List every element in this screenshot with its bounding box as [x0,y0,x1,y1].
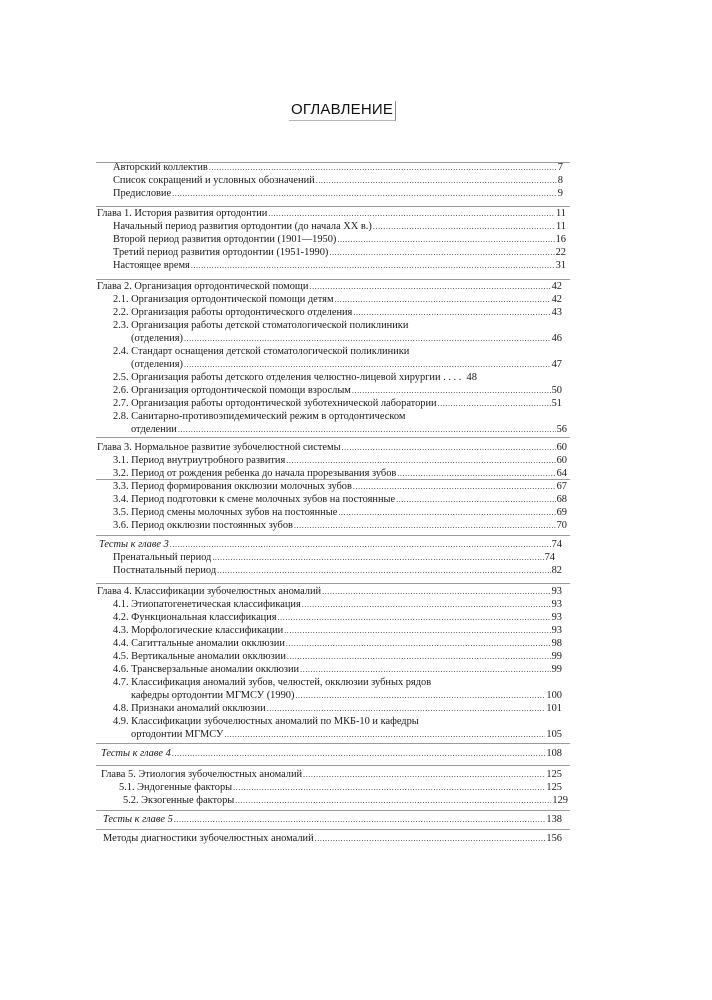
separator-line [96,829,570,830]
entry-title: 5.2. Экзогенные факторы [123,795,235,806]
toc-entry-1-3[interactable] [113,246,566,259]
entry-page: 125 [546,769,562,780]
toc-entry-2-7[interactable] [113,397,562,410]
toc-chapter-3[interactable] [97,441,567,454]
toc-entry-2-8[interactable] [131,423,567,436]
page-title: ОГЛАВЛЕНИЕ [289,101,396,121]
entry-title: 2.2. Организация работы ортодонтического отделения [113,307,353,318]
entry-page: 16 [555,234,566,245]
dot-leader [212,551,543,564]
dot-leader [294,519,556,532]
entry-page: 56 [556,424,567,435]
toc-entry-3-6[interactable] [113,519,567,532]
entry-page: 93 [551,599,562,610]
dot-leader [335,293,551,306]
dot-leader [373,220,555,233]
entry-title: Список сокращений и условных обозначений [113,175,315,186]
entry-page: 47 [551,359,562,370]
entry-title: 2.5. Организация работы детского отделения челюстно-лицевой хирургии . . . . [113,372,462,383]
entry-page: 48 [466,372,477,383]
dot-leader [224,728,545,741]
dot-leader [342,441,556,454]
entry-title: 3.1. Период внутриутробного развития [113,455,286,466]
entry-title: Тесты к главе 3 [99,539,169,550]
toc-entry-abbreviations[interactable] [113,174,563,187]
entry-page: 8 [557,175,563,186]
dot-leader [303,768,545,781]
toc-tests-5[interactable] [103,813,562,826]
toc-entry-4-1[interactable] [113,598,562,611]
toc-entry-1-1[interactable] [113,220,566,233]
entry-title: Второй период развития ортодонтии (1901—1950) [113,234,337,245]
toc-entry-2-4-line1[interactable]: 2.4. Стандарт оснащения детской стоматологической поликлиники [113,346,410,357]
toc-entry-2-4[interactable] [131,358,562,371]
dot-leader [209,161,557,174]
entry-title: 4.3. Морфологические классификации [113,625,284,636]
toc-methods[interactable] [103,832,562,845]
dot-leader [278,611,551,624]
toc-entry-2-1[interactable] [113,293,562,306]
entry-title: 5.1. Эндогенные факторы [119,782,233,793]
entry-page: 125 [546,782,562,793]
toc-entry-2-8-line1[interactable]: 2.8. Санитарно-противоэпидемический режим в ортодонтическом [113,411,406,422]
toc-entry-1-2[interactable] [113,233,566,246]
dot-leader [337,233,554,246]
toc-entry-2-3[interactable] [131,332,562,345]
entry-page: 64 [556,468,567,479]
entry-page: 22 [555,247,566,258]
entry-page: 156 [546,833,562,844]
separator-line [96,583,570,584]
entry-page: 69 [556,507,567,518]
toc-entry-4-8[interactable] [113,702,562,715]
toc-entry-4-4[interactable] [113,637,562,650]
toc-entry-2-5[interactable] [113,371,477,384]
dot-leader [235,794,551,807]
toc-tests-3[interactable] [99,538,562,551]
dot-leader [396,493,556,506]
entry-title: ортодонтии МГМСУ [131,729,224,740]
entry-page: 82 [551,565,562,576]
toc-entry-postnatal[interactable] [113,564,562,577]
dot-leader [268,207,555,220]
dot-leader [174,813,546,826]
entry-title: Начальный период развития ортодонтии (до начала XX в.) [113,221,372,232]
entry-title: 3.6. Период окклюзии постоянных зубов [113,520,293,531]
toc-entry-4-7-line1[interactable]: 4.7. Классификация аномалий зубов, челюстей, окклюзии зубных рядов [113,677,432,688]
dot-leader [338,506,555,519]
entry-page: 74 [544,552,555,563]
toc-chapter-5[interactable] [101,768,562,781]
entry-page: 99 [551,651,562,662]
dot-leader [353,306,550,319]
toc-entry-4-9-line1[interactable]: 4.9. Классификации зубочелюстных аномалий по МКБ-10 и кафедры [113,716,419,727]
entry-page: 70 [556,520,567,531]
toc-chapter-1[interactable] [97,207,566,220]
toc-entry-3-5[interactable] [113,506,567,519]
entry-page: 138 [546,814,562,825]
separator-line [96,765,570,766]
entry-title: Пренатальный период [113,552,212,563]
entry-title: 3.5. Период смены молочных зубов на постоянные [113,507,338,518]
toc-entry-2-6[interactable] [113,384,562,397]
entry-page: 46 [551,333,562,344]
entry-title: Тесты к главе 5 [103,814,173,825]
entry-title: Глава 5. Этиология зубочелюстных аномалий [101,769,303,780]
entry-title: 4.5. Вертикальные аномалии окклюзии [113,651,286,662]
entry-title: 2.6. Организация ортодонтической помощи взрослым [113,385,351,396]
dot-leader [322,585,551,598]
dot-leader [315,832,546,845]
entry-page: 60 [556,455,567,466]
entry-page: 93 [551,612,562,623]
entry-title: Глава 2. Организация ортодонтической помощи [97,281,309,292]
toc-entry-4-3[interactable] [113,624,562,637]
toc-entry-3-3[interactable] [113,480,567,493]
entry-title: Глава 3. Нормальное развитие зубочелюстной системы [97,442,341,453]
dot-leader [178,423,556,436]
dot-leader [316,174,557,187]
dot-leader [300,663,550,676]
dot-leader [352,384,551,397]
separator-line [96,810,570,811]
toc-entry-5-1[interactable] [119,781,562,794]
entry-title: Настоящее время [113,260,190,271]
entry-page: 101 [546,703,562,714]
entry-title: Тесты к главе 4 [101,748,171,759]
toc-entry-4-9[interactable] [131,728,562,741]
entry-page: 60 [556,442,567,453]
toc-entry-5-2[interactable] [123,794,568,807]
entry-title: 4.4. Сагиттальные аномалии окклюзии [113,638,285,649]
toc-chapter-4[interactable] [97,585,562,598]
entry-page: 105 [546,729,562,740]
dot-leader [353,480,556,493]
dot-leader [191,259,555,272]
toc-entry-4-5[interactable] [113,650,562,663]
entry-title: Предисловие [113,188,172,199]
dot-leader [172,747,546,760]
dot-leader [267,702,546,715]
entry-page: 50 [551,385,562,396]
entry-page: 99 [551,664,562,675]
toc-chapter-2[interactable] [97,280,562,293]
separator-line [96,437,570,438]
toc-entry-3-4[interactable] [113,493,567,506]
entry-page: 98 [551,638,562,649]
entry-title: 2.1. Организация ортодонтической помощи детям [113,294,334,305]
toc-entry-prenatal[interactable] [113,551,555,564]
entry-title: 3.3. Период формирования окклюзии молочных зубов [113,481,352,492]
entry-title: (отделения) [131,333,183,344]
entry-page: 67 [556,481,567,492]
toc-entry-2-2[interactable] [113,306,562,319]
entry-title: 4.8. Признаки аномалий окклюзии [113,703,266,714]
toc-tests-4[interactable] [101,747,562,760]
entry-title: Постнатальный период [113,565,217,576]
toc-entry-4-7[interactable] [131,689,562,702]
dot-leader [233,781,545,794]
dot-leader [438,397,551,410]
dot-leader [217,564,550,577]
entry-title: кафедры ортодонтии МГМСУ (1990) [131,690,295,701]
entry-page: 42 [551,281,562,292]
entry-title: (отделения) [131,359,183,370]
entry-title: 3.4. Период подготовки к смене молочных зубов на постоянные [113,494,396,505]
entry-page: 11 [555,221,566,232]
dot-leader [170,538,551,551]
entry-page: 93 [551,586,562,597]
dot-leader [184,358,551,371]
entry-page: 68 [556,494,567,505]
entry-page: 7 [557,162,563,173]
entry-page: 51 [551,398,562,409]
entry-title: Глава 1. История развития ортодонтии [97,208,268,219]
entry-page: 42 [551,294,562,305]
entry-title: Авторский коллектив [113,162,208,173]
dot-leader [286,637,551,650]
entry-title: 4.1. Этиопатогенетическая классификация [113,599,301,610]
entry-title: Методы диагностики зубочелюстных аномалий [103,833,314,844]
entry-page: 31 [555,260,566,271]
dot-leader [287,650,551,663]
toc-entry-4-6[interactable] [113,663,562,676]
entry-page: 93 [551,625,562,636]
dot-leader [284,624,550,637]
toc-entry-2-3-line1[interactable]: 2.3. Организация работы детской стоматологической поликлиники [113,320,409,331]
dot-leader [329,246,554,259]
entry-page: 74 [551,539,562,550]
entry-title: Глава 4. Классификации зубочелюстных аномалий [97,586,322,597]
dot-leader [302,598,551,611]
entry-title: 4.6. Трансверзальные аномалии окклюзии [113,664,300,675]
toc-entry-authors[interactable] [113,161,563,174]
entry-title: 2.7. Организация работы ортодонтической зуботехнической лаборатории [113,398,437,409]
entry-title: 4.2. Функциональная классификация [113,612,277,623]
dot-leader [184,332,551,345]
dot-leader [309,280,550,293]
entry-title: Третий период развития ортодонтии (1951-1990) [113,247,329,258]
separator-line [96,535,570,536]
dot-leader [172,187,557,200]
entry-page: 11 [555,208,566,219]
toc-entry-3-1[interactable] [113,454,567,467]
dot-leader [295,689,545,702]
entry-page: 100 [546,690,562,701]
entry-page: 129 [552,795,568,806]
separator-line [96,743,570,744]
toc-entry-4-2[interactable] [113,611,562,624]
toc-entry-preface[interactable] [113,187,563,200]
entry-page: 9 [557,188,563,199]
dot-leader [286,454,555,467]
entry-page: 108 [546,748,562,759]
entry-page: 43 [551,307,562,318]
toc-entry-1-4[interactable] [113,259,566,272]
entry-title: 3.2. Период от рождения ребенка до начала прорезывания зубов [113,468,397,479]
entry-title: отделении [131,424,177,435]
